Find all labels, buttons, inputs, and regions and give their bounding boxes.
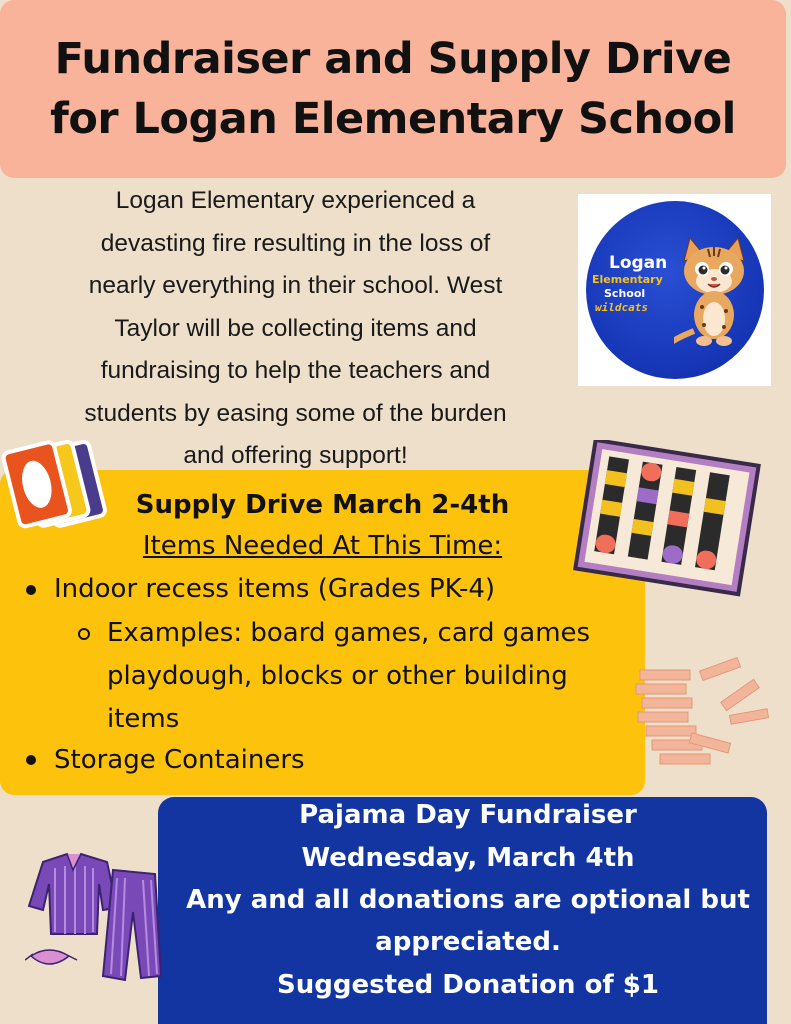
- pajamas-icon: [25, 848, 175, 998]
- bullet-indoor-recess: Indoor recess items (Grades PK-4): [54, 574, 496, 604]
- title-line-2: for Logan Elementary School: [50, 94, 736, 144]
- title-banner: [0, 0, 786, 178]
- sub-bullet-examples-2: playdough, blocks or other building: [107, 661, 568, 691]
- intro-line: and offering support!: [183, 442, 408, 469]
- logo-circle: [586, 201, 764, 379]
- intro-line: fundraising to help the teachers and: [100, 357, 491, 384]
- supply-drive-title: Supply Drive March 2-4th: [135, 490, 510, 520]
- pajama-suggested-donation: Suggested Donation of $1: [277, 970, 659, 1000]
- wildcat-mascot-icon: [674, 233, 754, 358]
- logo-text-logan: Logan: [609, 253, 668, 273]
- sub-bullet-ring: [78, 628, 90, 640]
- pajama-donation-note-2: appreciated.: [375, 927, 561, 957]
- sub-bullet-examples-1: Examples: board games, card games: [107, 618, 591, 648]
- pajama-date: Wednesday, March 4th: [301, 843, 635, 873]
- bullet-storage-containers: Storage Containers: [54, 745, 305, 775]
- intro-line: devasting fire resulting in the loss of: [100, 229, 491, 257]
- playing-cards-icon: [0, 432, 110, 542]
- pajama-donation-note-1: Any and all donations are optional but: [186, 885, 750, 915]
- supply-items-subtitle: Items Needed At This Time:: [142, 531, 503, 561]
- logo-text-school: School: [604, 287, 646, 300]
- intro-line: Logan Elementary experienced a: [115, 187, 476, 214]
- logo-text-elementary: Elementary: [592, 273, 663, 286]
- intro-line: nearly everything in their school. West: [88, 272, 503, 299]
- intro-line: students by easing some of the burden: [84, 399, 507, 427]
- logo-text-wildcats: wildcats: [595, 301, 648, 314]
- board-game-icon: [566, 440, 766, 600]
- intro-line: Taylor will be collecting items and: [114, 314, 477, 342]
- bullet-dot: [26, 585, 36, 595]
- title-line-1: Fundraiser and Supply Drive: [54, 34, 732, 84]
- sub-bullet-examples-3: items: [107, 704, 180, 734]
- school-logo: [578, 194, 771, 386]
- bullet-dot: [26, 755, 36, 765]
- stacking-blocks-icon: [630, 650, 780, 770]
- pajama-title: Pajama Day Fundraiser: [299, 800, 637, 830]
